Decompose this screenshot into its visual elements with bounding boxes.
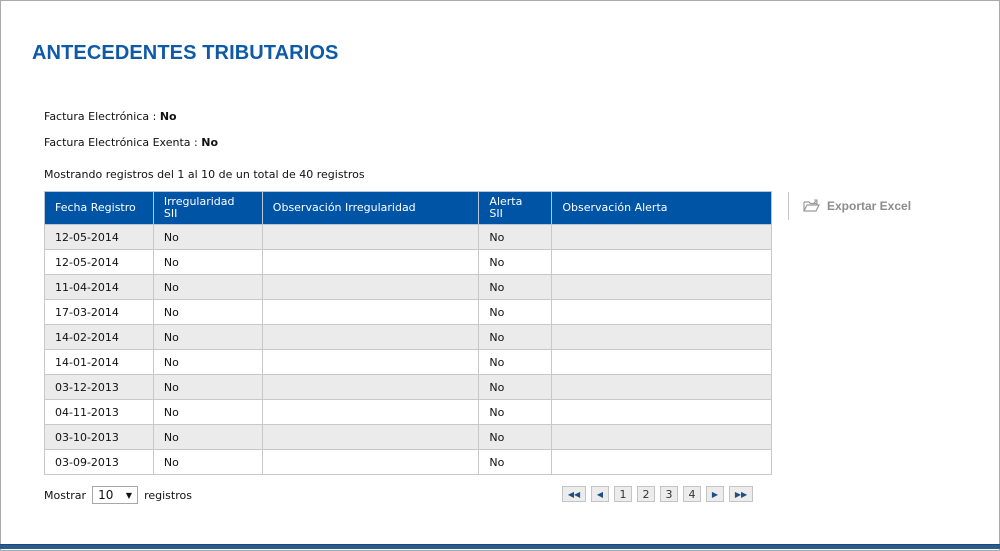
export-excel-label: Exportar Excel [827, 199, 912, 213]
table-row[interactable] [45, 375, 772, 400]
page-button-4[interactable]: 4 [683, 486, 701, 502]
cell-obs-irregularidad [262, 300, 479, 325]
factura-electronica-line [44, 110, 177, 123]
table-row[interactable] [45, 275, 772, 300]
cell-fecha: 04-11-2013 [45, 400, 154, 425]
table-row[interactable] [45, 425, 772, 450]
cell-obs-alerta [552, 225, 772, 250]
cell-fecha: 12-05-2014 [45, 225, 154, 250]
cell-obs-alerta [552, 425, 772, 450]
header-alerta-sii[interactable]: Alerta SII [479, 192, 552, 225]
header-observacion-alerta[interactable]: Observación Alerta [552, 192, 772, 225]
table-header-row [45, 192, 772, 225]
cell-obs-alerta [552, 350, 772, 375]
next-page-button[interactable]: ▶ [706, 486, 724, 502]
cell-alerta: No [479, 425, 552, 450]
cell-irregularidad: No [153, 425, 262, 450]
factura-exenta-label: Factura Electrónica Exenta : [44, 136, 198, 149]
length-prefix: Mostrar [44, 488, 87, 502]
cell-fecha: 03-10-2013 [45, 425, 154, 450]
cell-irregularidad: No [153, 325, 262, 350]
cell-obs-alerta [552, 275, 772, 300]
header-irregularidad-sii[interactable]: Irregularidad SII [153, 192, 262, 225]
cell-fecha: 14-01-2014 [45, 350, 154, 375]
previous-page-button[interactable]: ◀ [591, 486, 609, 502]
cell-fecha: 17-03-2014 [45, 300, 154, 325]
table-row[interactable] [45, 250, 772, 275]
cell-obs-alerta [552, 300, 772, 325]
cell-irregularidad: No [153, 350, 262, 375]
cell-obs-irregularidad [262, 450, 479, 475]
cell-irregularidad: No [153, 375, 262, 400]
cell-obs-alerta [552, 375, 772, 400]
factura-exenta-line [44, 136, 218, 149]
table-row[interactable] [45, 400, 772, 425]
cell-fecha: 12-05-2014 [45, 250, 154, 275]
page-button-1[interactable]: 1 [614, 486, 632, 502]
cell-irregularidad: No [153, 225, 262, 250]
page-title: ANTECEDENTES TRIBUTARIOS [32, 42, 339, 64]
export-excel-button[interactable] [788, 192, 911, 220]
cell-alerta: No [479, 325, 552, 350]
cell-irregularidad: No [153, 275, 262, 300]
cell-obs-irregularidad [262, 375, 479, 400]
first-page-button[interactable]: ◀◀ [562, 486, 586, 502]
page-length-value: 10 [98, 488, 114, 502]
header-fecha-registro[interactable]: Fecha Registro [45, 192, 154, 225]
table-row[interactable] [45, 325, 772, 350]
cell-obs-alerta [552, 400, 772, 425]
cell-obs-irregularidad [262, 225, 479, 250]
cell-alerta: No [479, 450, 552, 475]
factura-electronica-label: Factura Electrónica : [44, 110, 157, 123]
cell-fecha: 03-12-2013 [45, 375, 154, 400]
cell-irregularidad: No [153, 250, 262, 275]
table-row[interactable] [45, 350, 772, 375]
cell-alerta: No [479, 400, 552, 425]
header-observacion-irregularidad[interactable]: Observación Irregularidad [262, 192, 479, 225]
page-length-control [44, 486, 192, 504]
page-button-2[interactable]: 2 [637, 486, 655, 502]
cell-alerta: No [479, 350, 552, 375]
cell-obs-alerta [552, 325, 772, 350]
records-summary: Mostrando registros del 1 al 10 de un total de 40 registros [44, 168, 365, 181]
table-row[interactable] [45, 300, 772, 325]
cell-obs-irregularidad [262, 325, 479, 350]
length-suffix: registros [144, 488, 192, 502]
cell-obs-irregularidad [262, 350, 479, 375]
cell-alerta: No [479, 250, 552, 275]
cell-obs-irregularidad [262, 400, 479, 425]
cell-alerta: No [479, 225, 552, 250]
cell-fecha: 03-09-2013 [45, 450, 154, 475]
pagination [562, 486, 753, 502]
cell-alerta: No [479, 300, 552, 325]
table-row[interactable] [45, 225, 772, 250]
cell-obs-alerta [552, 450, 772, 475]
last-page-button[interactable]: ▶▶ [729, 486, 753, 502]
cell-alerta: No [479, 275, 552, 300]
folder-export-icon [803, 199, 821, 213]
factura-exenta-value: No [201, 136, 218, 149]
cell-obs-alerta [552, 250, 772, 275]
cell-irregularidad: No [153, 300, 262, 325]
cell-obs-irregularidad [262, 425, 479, 450]
page-button-3[interactable]: 3 [660, 486, 678, 502]
chevron-down-icon: ▼ [125, 490, 133, 500]
cell-alerta: No [479, 375, 552, 400]
cell-obs-irregularidad [262, 275, 479, 300]
cell-fecha: 14-02-2014 [45, 325, 154, 350]
cell-irregularidad: No [153, 400, 262, 425]
cell-irregularidad: No [153, 450, 262, 475]
page-length-select[interactable] [92, 486, 138, 504]
cell-fecha: 11-04-2014 [45, 275, 154, 300]
tax-records-table [44, 191, 772, 475]
table-row[interactable] [45, 450, 772, 475]
factura-electronica-value: No [159, 110, 177, 123]
footer-bar [0, 544, 1000, 549]
cell-obs-irregularidad [262, 250, 479, 275]
